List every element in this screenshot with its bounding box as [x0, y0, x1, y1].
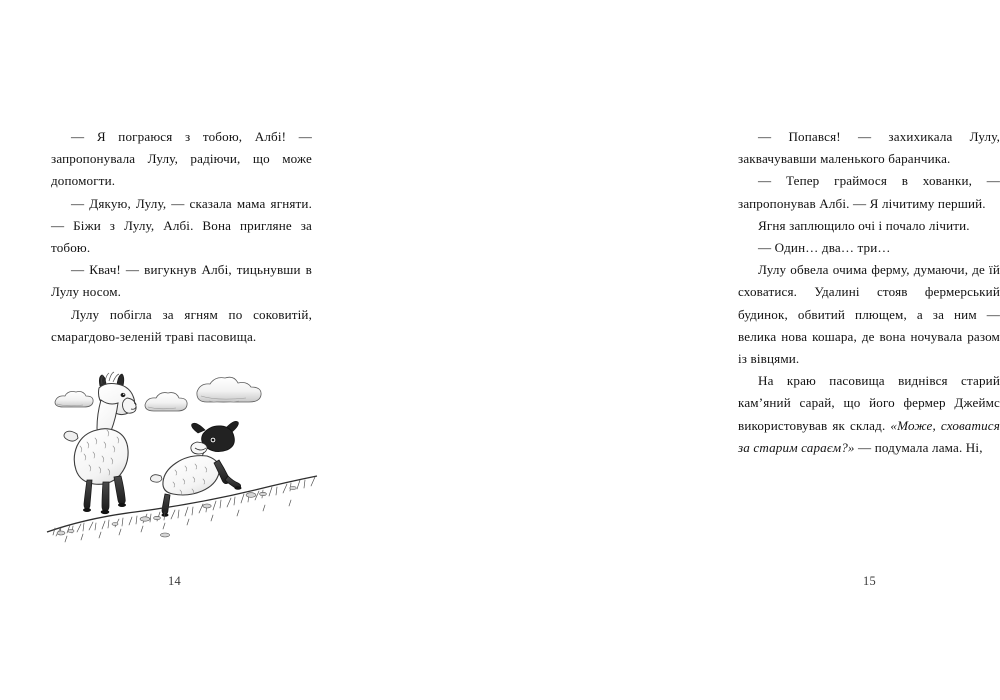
paragraph: [738, 259, 1000, 370]
page-number-left: 14: [168, 574, 181, 588]
paragraph: [738, 370, 1000, 459]
paragraph: — Я пограюся з тобою, Албі! — запропонувала Лулу, радіючи, що може допомогти.: [51, 129, 312, 189]
paragraph: Лулу побігла за ягням по соковитій, смарагдово-зеленій траві пасовища.: [51, 306, 312, 344]
paragraph: — Дякую, Лулу, — сказала мама ягняти. — Біжи з Лулу, Албі. Вона пригляне за тобою.: [51, 195, 312, 256]
paragraph: [738, 126, 1000, 170]
text-run: На краю пасовища виднівся старий кам’яний сарай, що його фермер Джеймс використовував як склад.: [738, 373, 1000, 433]
text-run: Ягня заплющило очі і почало лічити.: [758, 217, 970, 233]
paragraph: [738, 215, 1000, 237]
page-number-right: 15: [863, 574, 876, 588]
paragraph: [738, 170, 1000, 214]
paragraph: [738, 237, 1000, 259]
left-page-text-column: [51, 126, 312, 348]
text-run: — подумала лама. Ні,: [854, 439, 983, 455]
cloud-medium-center: [145, 393, 187, 411]
text-run: — Тепер граймося в хованки, — запропонував Албі. — Я лічитиму перший.: [738, 173, 1000, 211]
text-run: — Попався! — захихикала Лулу, заквачувавши маленького баранчика.: [738, 129, 1000, 167]
cloud-small-left: [55, 392, 93, 408]
right-page-text-column: [738, 126, 1000, 459]
cloud-large-right: [197, 377, 261, 402]
page-right: [350, 0, 1000, 700]
paragraph: — Квач! — вигукнув Албі, тицьнувши в Лулу носом.: [51, 262, 312, 300]
llama-and-lamb-illustration: [47, 372, 317, 547]
page-left: [0, 0, 350, 700]
text-run: — Один… два… три…: [758, 240, 891, 256]
text-run: Лулу обвела очима ферму, думаючи, де їй сховатися. Удалині стояв фермерський будинок, обвитий плющем, а за ним — велика нова кошара, де вона ночувала разом із вівцями.: [738, 262, 1000, 367]
text-run-italic: «Може, сховатися за старим сараєм?»: [738, 417, 1000, 455]
